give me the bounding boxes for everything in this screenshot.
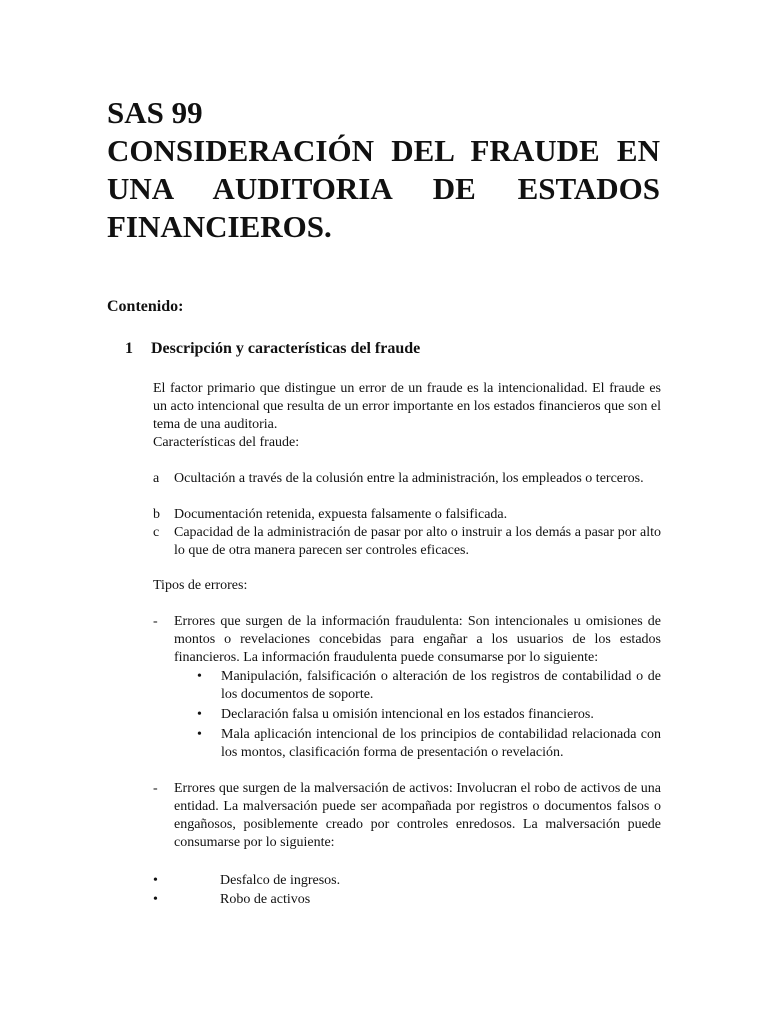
- bullet-dot-icon: •: [153, 892, 158, 907]
- bullet-item: [197, 706, 661, 724]
- characteristic-item-b: [153, 506, 661, 524]
- bullet-text: Declaración falsa u omisión intencional en los estados financieros.: [221, 707, 594, 722]
- title-line-2: CONSIDERACIÓN DEL FRAUDE EN: [107, 133, 660, 168]
- bullet-dot-icon: •: [153, 873, 158, 888]
- bullet-text: Robo de activos: [220, 892, 311, 907]
- document-title: [107, 94, 660, 246]
- list-marker: c: [153, 525, 160, 540]
- section-title: Descripción y características del fraude: [151, 340, 421, 357]
- bullet-item: [197, 668, 661, 704]
- bullet-dot-icon: •: [197, 707, 202, 722]
- bullet-dot-icon: •: [197, 669, 202, 684]
- bullet-text: Mala aplicación intencional de los principios de contabilidad relacionada con los montos, clasificación forma de presentación o revelación.: [221, 727, 661, 760]
- section-number: 1: [125, 340, 133, 357]
- error-type-text: Errores que surgen de la malversación de activos: Involucran el robo de activos de una entidad. La malversación puede ser acompañada por registros o documentos falsos o engañosos, posiblemente creado por controles enredosos. La malversación puede consumarse por lo siguiente:: [174, 781, 661, 850]
- error-type-text: Errores que surgen de la información fraudulenta: Son intencionales u omisiones de montos o revelaciones concebidas para engañar a los usuarios de los estados financieros. La información fraudulenta puede consumarse por lo siguiente:: [174, 614, 661, 665]
- characteristic-text: Capacidad de la administración de pasar por alto o instruir a los demás a pasar por alto lo que de otra manera parecen ser controles eficaces.: [174, 525, 661, 558]
- characteristic-item-a: [153, 470, 661, 488]
- bullet-item: [197, 726, 661, 762]
- list-marker: b: [153, 507, 160, 522]
- intro-paragraph: El factor primario que distingue un error de un fraude es la intencionalidad. El fraude es un acto intencional que resulta de un error importante en los estados financieros que son el tema de una auditoria.: [153, 381, 661, 432]
- bullet-text: Manipulación, falsificación o alteración de los registros de contabilidad o de los documentos de soporte.: [221, 669, 661, 702]
- contenido-label: Contenido:: [107, 298, 184, 315]
- characteristic-text: Ocultación a través de la colusión entre la administración, los empleados o terceros.: [174, 471, 644, 486]
- title-line-1: SAS 99: [107, 95, 203, 130]
- bullet-dot-icon: •: [197, 727, 202, 742]
- bullet-text: Desfalco de ingresos.: [220, 873, 341, 888]
- title-line-4: FINANCIEROS.: [107, 209, 332, 244]
- bullet-item: [153, 891, 310, 909]
- list-marker: -: [153, 781, 158, 796]
- bullet-item: [153, 872, 340, 890]
- list-marker: -: [153, 614, 158, 629]
- error-type-fraudulent-info: [153, 613, 661, 667]
- error-types-label: Tipos de errores:: [153, 578, 248, 593]
- characteristic-text: Documentación retenida, expuesta falsamente o falsificada.: [174, 507, 508, 522]
- error-type-asset-misappropriation: [153, 780, 661, 852]
- characteristic-item-c: [153, 524, 661, 560]
- characteristics-label: Características del fraude:: [153, 435, 300, 450]
- list-marker: a: [153, 471, 160, 486]
- title-line-3: UNA AUDITORIA DE ESTADOS: [107, 171, 660, 206]
- section-heading: [125, 340, 420, 358]
